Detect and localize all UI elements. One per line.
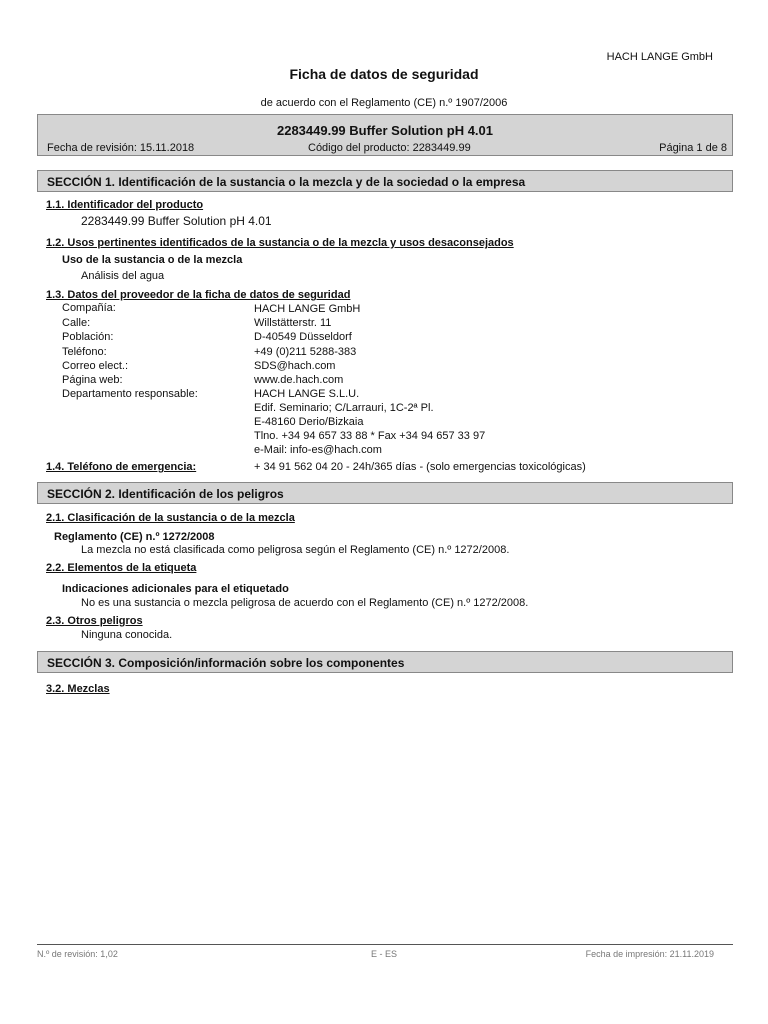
section-1-3-heading: 1.3. Datos del proveedor de la ficha de datos de seguridad — [46, 289, 351, 301]
document-subtitle: de acuerdo con el Reglamento (CE) n.º 1907/2006 — [260, 97, 508, 109]
supplier-dept-line: Edif. Seminario; C/Larrauri, 1C-2ª Pl. — [254, 402, 434, 414]
labelling-text: No es una sustancia o mezcla peligrosa de acuerdo con el Reglamento (CE) n.º 1272/2008. — [81, 597, 529, 609]
section-1-header: SECCIÓN 1. Identificación de la sustancia o la mezcla y de la sociedad o la empresa — [37, 170, 733, 192]
supplier-phone-value: +49 (0)211 5288-383 — [254, 346, 357, 358]
emergency-phone: + 34 91 562 04 20 - 24h/365 días - (solo emergencias toxicológicas) — [254, 461, 586, 473]
company-name: HACH LANGE GmbH — [606, 51, 713, 63]
regulation-label: Reglamento (CE) n.º 1272/2008 — [54, 531, 215, 543]
supplier-web-label: Página web: — [62, 374, 123, 386]
supplier-phone-label: Teléfono: — [62, 346, 107, 358]
product-name: 2283449.99 Buffer Solution pH 4.01 — [276, 123, 494, 138]
supplier-dept-line: e-Mail: info-es@hach.com — [254, 444, 382, 456]
classification-text: La mezcla no está clasificada como peligrosa según el Reglamento (CE) n.º 1272/2008. — [81, 544, 510, 556]
section-2-header: SECCIÓN 2. Identificación de los peligros — [37, 482, 733, 504]
supplier-city-label: Población: — [62, 331, 114, 343]
footer-print-date: Fecha de impresión: 21.11.2019 — [585, 949, 714, 959]
supplier-dept-label: Departamento responsable: — [62, 388, 198, 400]
section-1-2-heading: 1.2. Usos pertinentes identificados de la sustancia o de la mezcla y usos desaconsejados — [46, 237, 514, 249]
product-header-box — [37, 114, 733, 156]
labelling-label: Indicaciones adicionales para el etiquetado — [62, 583, 289, 595]
section-3-header: SECCIÓN 3. Composición/información sobre los componentes — [37, 651, 733, 673]
document-title: Ficha de datos de seguridad — [289, 66, 479, 82]
section-1-4-heading: 1.4. Teléfono de emergencia: — [46, 461, 197, 473]
supplier-company-value: HACH LANGE GmbH — [254, 303, 361, 315]
other-hazards-text: Ninguna conocida. — [81, 629, 173, 641]
section-2-3-heading: 2.3. Otros peligros — [46, 615, 143, 627]
footer-divider — [37, 944, 733, 945]
supplier-street-label: Calle: — [62, 317, 91, 329]
section-1-1-heading: 1.1. Identificador del producto — [46, 199, 204, 211]
supplier-email-label: Correo elect.: — [62, 360, 129, 372]
section-3-2-heading: 3.2. Mezclas — [46, 683, 110, 695]
supplier-dept-line: Tlno. +34 94 657 33 88 * Fax +34 94 657 33 97 — [254, 430, 486, 442]
section-2-2-heading: 2.2. Elementos de la etiqueta — [46, 562, 197, 574]
product-identifier: 2283449.99 Buffer Solution pH 4.01 — [81, 214, 272, 228]
supplier-web-value: www.de.hach.com — [254, 374, 344, 386]
footer-language: E - ES — [370, 949, 397, 959]
supplier-company-label: Compañía: — [62, 302, 116, 314]
supplier-email-value: SDS@hach.com — [254, 360, 336, 372]
supplier-dept-line: HACH LANGE S.L.U. — [254, 388, 360, 400]
supplier-street-value: Willstätterstr. 11 — [254, 317, 332, 329]
page-number: Página 1 de 8 — [659, 142, 727, 154]
footer-revision-number: N.º de revisión: 1,02 — [37, 949, 118, 959]
revision-date: Fecha de revisión: 15.11.2018 — [47, 142, 195, 154]
section-2-1-heading: 2.1. Clasificación de la sustancia o de la mezcla — [46, 512, 295, 524]
product-code: Código del producto: 2283449.99 — [308, 142, 471, 154]
use-label: Uso de la sustancia o de la mezcla — [62, 254, 243, 266]
supplier-city-value: D-40549 Düsseldorf — [254, 331, 352, 343]
use-value: Análisis del agua — [81, 270, 165, 282]
supplier-dept-line: E-48160 Derio/Bizkaia — [254, 416, 364, 428]
